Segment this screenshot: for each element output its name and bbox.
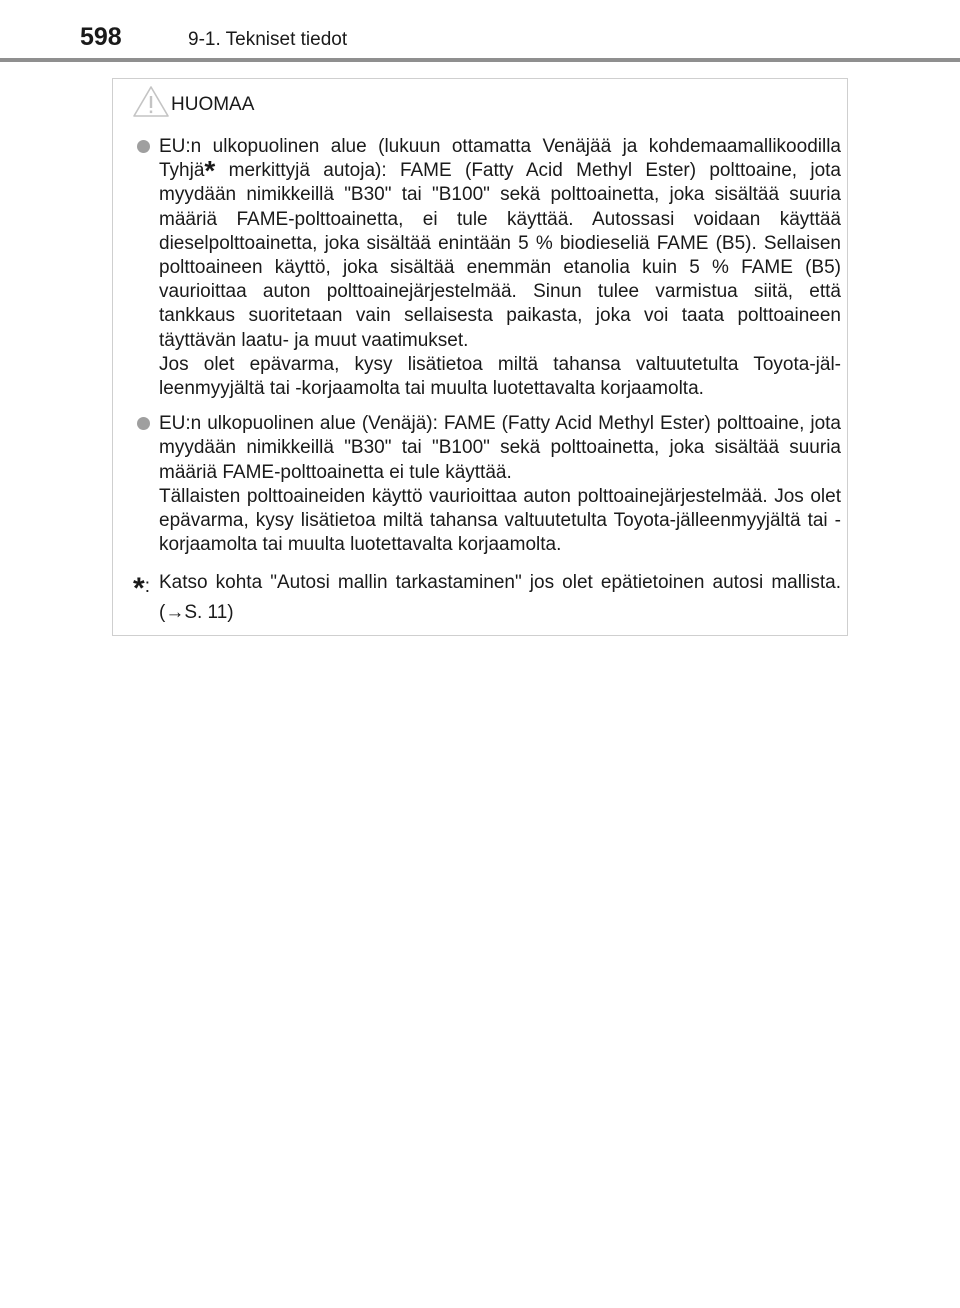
bullet-text: merkittyjä autoja): FAME (Fatty Acid Methyl Ester) polttoaine, jota myydään nimikkeillä "B30" tai "B100" sekä polttoainetta, joka sisältää suuria määriä FAME-polttoainetta, ei tule käyttää. Autossasi voidaan käyttää dieselpolttoainetta, joka sisältää enintään 5 % biodieseliä FAME (B5). Sellaisen polttoaineen käyttö, joka sisältää enemmän etanolia kuin 5 % FAME (B5) vaurioittaa auton polttoainejärjestelmää. Sinun tulee varmistua siitä, että tankkaus suoritetaan vain sellaisesta paikasta, joka voi taata polttoaineen täyttävän laatu- ja muut vaatimukset. [159,160,841,351]
paragraph [159,135,841,353]
notice-box [112,78,848,636]
footnote [133,568,841,628]
list-item [133,412,841,557]
page-header [0,0,960,62]
arrow-icon: → [165,602,185,624]
paragraph: Jos olet epävarma, kysy lisätietoa miltä tahansa valtuutetulta Toyota-jälleenmyyjältä tai -korjaamolta tai muulta luotettavalta korjaamolta. [159,353,841,400]
list-item [133,135,841,401]
warning-triangle-icon [131,85,171,119]
paragraph: EU:n ulkopuolinen alue (Venäjä): FAME (Fatty Acid Methyl Ester) polttoaine, jota myydään nimikkeillä "B30" tai "B100" sekä polttoainetta, joka sisältää suuria määriä FAME-polttoainetta ei tule käyttää. [159,413,841,483]
header-rule [0,58,960,62]
asterisk-mark: * [204,155,216,187]
bullet-icon [137,417,150,430]
footnote-text: Katso kohta "Autosi mallin tarkastaminen" jos olet epätietoinen autosi mallista. ( [159,572,841,624]
bullet-text: EU:n ulkopuolinen alue (lukuun ottamatta Venäjää ja kohdemaamallikoodilla Tyhjä [159,136,841,182]
page-number: 598 [80,23,122,51]
notice-label: HUOMAA [171,94,255,115]
footnote-colon: : [144,576,150,598]
notice-body [133,135,841,628]
footnote-mark [133,568,150,606]
asterisk-mark: * [133,572,145,606]
page-reference-link[interactable]: S. 11) [184,602,234,624]
paragraph: Tällaisten polttoaineiden käyttö vaurioittaa auton polttoainejärjestelmää. Jos olet epävarma, kysy lisätietoa miltä tahansa valtuutetulta Toyota-jälleenmyyjältä tai -korjaamolta tai muulta luotettavalta korjaamolta. [159,485,841,556]
bullet-icon [137,140,150,153]
section-title: 9-1. Tekniset tiedot [188,29,348,50]
